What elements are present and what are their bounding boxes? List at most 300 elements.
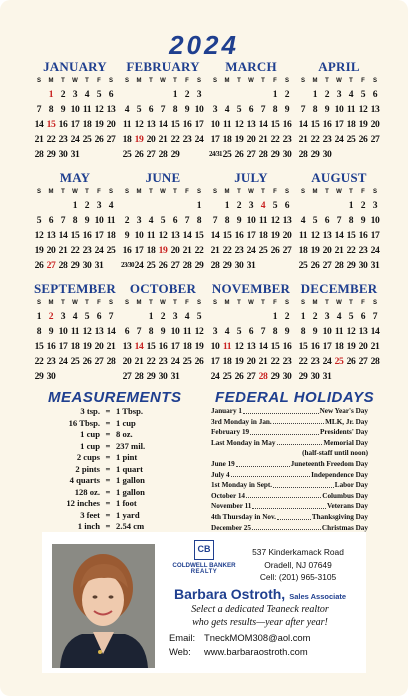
day-cell: 4 — [336, 311, 342, 322]
day-cell: 1 — [300, 311, 306, 322]
day-cell — [81, 369, 93, 384]
month-march — [209, 58, 293, 169]
holiday-row — [211, 459, 368, 470]
weekday-letter: T — [325, 300, 329, 306]
day-cell: 15 — [346, 230, 356, 241]
holiday-name: Presidents' Day — [320, 428, 368, 437]
holiday-name: Independence Day — [311, 470, 368, 479]
day-cell: 15 — [194, 230, 204, 241]
weekday-letter: F — [361, 300, 365, 306]
week-row — [121, 258, 205, 273]
day-cell: 4 — [148, 215, 154, 226]
day-cell: 20 — [106, 119, 116, 130]
day-cell: 11 — [258, 215, 268, 226]
month-name: MAY — [59, 170, 91, 185]
day-cell: 22 — [194, 245, 204, 256]
weekday-letter: M — [312, 78, 318, 84]
agent-contacts — [169, 631, 366, 659]
day-cell: 9 — [360, 215, 366, 226]
day-cell: 17 — [210, 356, 220, 367]
brokerage-sub: REALTY — [190, 569, 218, 575]
measurement-left: 128 oz. — [74, 486, 100, 497]
weekday-letter: M — [224, 189, 230, 195]
measurement-row — [38, 464, 178, 476]
week-row — [297, 132, 381, 147]
day-cell: 11 — [146, 230, 156, 241]
day-cell: 9 — [84, 215, 90, 226]
day-cell: 20 — [370, 119, 380, 130]
day-cell: 31 — [170, 371, 180, 382]
week-row — [209, 102, 293, 117]
week-row — [209, 369, 293, 384]
week-row — [33, 258, 117, 273]
day-cell: 9 — [184, 104, 190, 115]
day-cell: 28 — [34, 149, 44, 160]
week-row — [121, 87, 205, 102]
day-cell — [105, 147, 117, 162]
dot-leader — [273, 417, 324, 425]
month-october — [121, 280, 205, 391]
day-cell: 2 — [312, 311, 318, 322]
weekday-letter: S — [300, 300, 305, 306]
day-cell: 23 — [158, 356, 168, 367]
day-cell — [181, 147, 193, 162]
month-november — [209, 280, 293, 391]
day-cell: 6 — [172, 215, 178, 226]
day-cell: 3 — [136, 215, 142, 226]
holiday-name: Columbus Day — [322, 491, 368, 500]
day-cell: 15 — [146, 341, 156, 352]
day-cell — [133, 309, 145, 324]
equals-sign: = — [105, 429, 111, 439]
day-cell: 8 — [148, 326, 154, 337]
weekday-letter: S — [300, 189, 305, 195]
day-cell: 18 — [346, 119, 356, 130]
day-cell: 2 — [160, 311, 166, 322]
day-cell: 5 — [236, 104, 242, 115]
day-cell: 5 — [160, 215, 166, 226]
day-cell: 15 — [46, 119, 56, 130]
week-row — [33, 369, 117, 384]
weekday-letter: W — [248, 78, 254, 84]
day-cell: 28 — [258, 149, 268, 160]
week-row — [121, 369, 205, 384]
day-cell: 12 — [158, 230, 168, 241]
day-cell: 17 — [334, 119, 344, 130]
week-row — [33, 213, 117, 228]
day-cell: 28 — [258, 371, 268, 382]
day-cell: 18 — [222, 356, 232, 367]
weekday-letter: T — [261, 78, 265, 84]
day-cell: 25 — [298, 260, 308, 271]
day-cell: 2 — [60, 89, 66, 100]
weekday-letter: M — [136, 78, 142, 84]
month-name: APRIL — [318, 59, 360, 74]
equals-sign: = — [105, 498, 111, 508]
holiday-row — [211, 448, 368, 459]
day-cell: 18 — [334, 341, 344, 352]
day-cell: 23 — [282, 134, 292, 145]
day-cell — [309, 198, 321, 213]
holiday-row — [211, 417, 368, 428]
day-cell: 3 — [336, 89, 342, 100]
day-cell: 30 — [282, 149, 292, 160]
day-cell: 5 — [236, 326, 242, 337]
equals-sign: = — [105, 406, 111, 416]
day-cell: 21 — [158, 134, 168, 145]
weekday-header — [297, 297, 381, 309]
week-row — [297, 309, 381, 324]
weekday-header — [33, 297, 117, 309]
day-cell: 13 — [46, 230, 56, 241]
weekday-letter: W — [336, 300, 342, 306]
day-cell: 20 — [282, 230, 292, 241]
day-cell: 1 — [272, 89, 278, 100]
weekday-letter: F — [273, 189, 277, 195]
day-cell — [57, 369, 69, 384]
day-cell: 7 — [36, 104, 42, 115]
weekday-letter: S — [36, 189, 41, 195]
day-cell: 21 — [298, 134, 308, 145]
holiday-name: New Year's Day — [319, 407, 368, 415]
day-cell: 12 — [310, 230, 320, 241]
day-cell — [297, 87, 309, 102]
measurement-left: 1 cup — [80, 440, 100, 451]
weekday-letter: T — [261, 189, 265, 195]
week-row — [121, 147, 205, 162]
day-cell: 19 — [346, 341, 356, 352]
equals-sign: = — [105, 417, 111, 428]
day-cell: 30 — [158, 371, 168, 382]
day-cell: 12 — [34, 230, 44, 241]
day-cell: 21 — [258, 356, 268, 367]
day-cell: 28 — [106, 356, 116, 367]
weekday-letter: M — [136, 189, 142, 195]
day-cell: 26 — [234, 149, 244, 160]
day-cell: 12 — [134, 119, 144, 130]
day-cell: 18 — [146, 245, 156, 256]
week-row — [33, 243, 117, 258]
weekday-letter: T — [349, 78, 353, 84]
day-cell: 31 — [246, 260, 256, 271]
day-cell: 27 — [106, 134, 116, 145]
weekday-letter: F — [361, 189, 365, 195]
day-cell: 16 — [322, 119, 332, 130]
day-cell: 14 — [334, 230, 344, 241]
day-cell: 28 — [334, 260, 344, 271]
weekday-letter: M — [48, 78, 54, 84]
day-cell: 16 — [282, 119, 292, 130]
day-cell: 27 — [322, 260, 332, 271]
slogan-line-1: Select a dedicated Teaneck realtor — [191, 604, 329, 615]
weekday-letter: T — [149, 78, 153, 84]
weekday-header — [121, 297, 205, 309]
day-cell: 15 — [222, 230, 232, 241]
day-cell: 7 — [184, 215, 190, 226]
day-cell: 18 — [222, 134, 232, 145]
weekday-letter: F — [185, 189, 189, 195]
measurement-right: 2.54 cm — [116, 521, 145, 531]
day-cell: 14 — [134, 341, 144, 352]
day-cell: 24 — [370, 245, 380, 256]
day-cell: 25 — [106, 245, 116, 256]
day-cell: 2 — [48, 311, 54, 322]
measurement-left: 2 cups — [76, 452, 100, 462]
day-cell: 1 — [36, 311, 42, 322]
day-cell: 24 — [334, 134, 344, 145]
weekday-letter: S — [284, 189, 289, 195]
day-cell: 6 — [96, 311, 102, 322]
month-name: SEPTEMBER — [34, 281, 116, 296]
day-cell — [105, 369, 117, 384]
weekday-letter: S — [36, 300, 41, 306]
measurement-row — [38, 429, 178, 441]
day-cell: 12 — [346, 326, 356, 337]
weekday-letter: S — [124, 189, 129, 195]
day-cell: 20 — [146, 134, 156, 145]
day-cell: 11 — [222, 119, 232, 130]
agent-slogan — [154, 603, 366, 629]
week-row — [121, 117, 205, 132]
day-cell: 26 — [358, 134, 368, 145]
day-cell: 23 — [234, 245, 244, 256]
weekday-letter: W — [160, 78, 166, 84]
day-cell: 17 — [210, 134, 220, 145]
day-cell: 21 — [370, 341, 380, 352]
web-link[interactable]: www.barbaraostroth.com — [204, 646, 308, 657]
measurement-left: 1 inch — [77, 521, 100, 531]
day-cell: 22 — [270, 134, 280, 145]
day-cell: 29 — [298, 371, 308, 382]
day-cell: 28 — [210, 260, 220, 271]
cell-label: Cell: — [259, 572, 277, 582]
equals-sign: = — [105, 486, 111, 497]
day-cell: 25 — [346, 134, 356, 145]
day-cell: 18 — [122, 134, 132, 145]
day-cell: 9 — [284, 326, 290, 337]
day-cell: 4 — [124, 104, 130, 115]
day-cell: 14 — [258, 341, 268, 352]
weekday-letter: F — [97, 300, 101, 306]
day-cell — [81, 147, 93, 162]
weekday-letter: T — [85, 78, 89, 84]
day-cell: 31 — [370, 260, 380, 271]
slogan-line-2: who gets results—year after year! — [192, 617, 328, 628]
holiday-row — [211, 512, 368, 523]
week-row — [33, 228, 117, 243]
weekday-letter: M — [224, 300, 230, 306]
weekday-letter: T — [61, 78, 65, 84]
weekday-letter: S — [372, 189, 377, 195]
week-row — [209, 213, 293, 228]
day-cell: 2 — [324, 89, 330, 100]
measurement-left: 16 Tbsp. — [68, 417, 100, 428]
day-cell: 13 — [246, 119, 256, 130]
day-cell: 7 — [60, 215, 66, 226]
weekday-letter: T — [349, 300, 353, 306]
day-cell: 29 — [270, 149, 280, 160]
week-row — [121, 132, 205, 147]
day-cell: 9 — [324, 104, 330, 115]
month-february — [121, 58, 205, 169]
day-cell: 29 — [46, 149, 56, 160]
day-cell: 25 — [82, 134, 92, 145]
weekday-letter: F — [185, 300, 189, 306]
week-row — [297, 87, 381, 102]
day-cell: 17 — [134, 245, 144, 256]
day-cell: 12 — [234, 119, 244, 130]
holiday-name: Juneteenth Freedom Day — [290, 459, 368, 468]
day-cell: 22 — [146, 356, 156, 367]
week-row — [33, 102, 117, 117]
day-cell: 4 — [224, 326, 230, 337]
day-cell: 21 — [58, 245, 68, 256]
day-cell — [233, 87, 245, 102]
day-cell: 13 — [322, 230, 332, 241]
day-cell: 8 — [272, 104, 278, 115]
day-cell: 20 — [246, 356, 256, 367]
day-cell: 2 — [124, 215, 130, 226]
week-row — [121, 243, 205, 258]
weekday-letter: W — [72, 300, 78, 306]
weekday-letter: F — [273, 300, 277, 306]
email-link[interactable]: TneckMOM308@aol.com — [204, 632, 311, 643]
day-cell: 29 — [222, 260, 232, 271]
weekday-letter: S — [124, 300, 129, 306]
day-cell: 7 — [260, 326, 266, 337]
weekday-letter: T — [237, 189, 241, 195]
week-row — [121, 228, 205, 243]
holidays-list — [211, 406, 368, 533]
day-cell: 5 — [312, 215, 318, 226]
day-cell: 12 — [358, 104, 368, 115]
day-cell: 9 — [284, 104, 290, 115]
day-cell — [257, 87, 269, 102]
day-cell — [181, 198, 193, 213]
day-cell: 3 — [212, 104, 218, 115]
measurement-left: 2 pints — [75, 463, 100, 474]
holiday-name: Memorial Day — [323, 438, 368, 447]
dot-leader — [277, 512, 311, 520]
day-cell: 2 — [284, 89, 290, 100]
weekday-letter: F — [185, 78, 189, 84]
month-name: JANUARY — [43, 59, 107, 74]
weekday-letter: M — [312, 189, 318, 195]
day-cell: 7 — [300, 104, 306, 115]
day-cell — [221, 87, 233, 102]
day-cell — [93, 147, 105, 162]
day-cell: 17 — [246, 230, 256, 241]
day-cell: 16 — [158, 341, 168, 352]
day-cell: 26 — [134, 149, 144, 160]
day-cell: 26 — [346, 356, 356, 367]
day-cell: 30 — [282, 371, 292, 382]
holiday-date: July 4 — [211, 470, 230, 479]
day-cell: 15 — [270, 119, 280, 130]
day-cell: 23 — [310, 356, 320, 367]
day-cell: 29 — [146, 371, 156, 382]
weekday-letter: S — [212, 189, 217, 195]
day-cell: 2 — [184, 89, 190, 100]
holiday-row — [211, 438, 368, 449]
weekday-letter: M — [136, 300, 142, 306]
weekday-letter: F — [97, 189, 101, 195]
day-cell: 9 — [236, 215, 242, 226]
day-cell: 27 — [94, 356, 104, 367]
day-cell — [369, 147, 381, 162]
weekday-letter: T — [325, 78, 329, 84]
day-cell: 23/30 — [121, 261, 134, 269]
day-cell: 7 — [160, 104, 166, 115]
day-cell: 17 — [322, 341, 332, 352]
weekday-header — [33, 75, 117, 87]
weekday-letter: T — [261, 300, 265, 306]
office-address — [230, 546, 366, 584]
day-cell: 22 — [270, 356, 280, 367]
day-cell: 6 — [148, 104, 154, 115]
day-cell: 17 — [370, 230, 380, 241]
day-cell: 27 — [46, 260, 56, 271]
day-cell: 26 — [194, 356, 204, 367]
week-row — [297, 324, 381, 339]
weekday-letter: T — [85, 300, 89, 306]
holiday-row — [211, 491, 368, 502]
day-cell: 27 — [122, 371, 132, 382]
day-cell: 11 — [334, 326, 344, 337]
dot-leader — [231, 470, 311, 478]
weekday-header — [209, 75, 293, 87]
weekday-letter: M — [48, 300, 54, 306]
day-cell: 8 — [172, 104, 178, 115]
day-cell: 14 — [370, 326, 380, 337]
weekday-header — [209, 297, 293, 309]
day-cell: 28 — [158, 149, 168, 160]
day-cell: 17 — [194, 119, 204, 130]
day-cell: 24 — [210, 371, 220, 382]
day-cell: 14 — [182, 230, 192, 241]
day-cell: 19 — [134, 134, 144, 145]
cell-number[interactable]: (201) 965-3105 — [278, 572, 337, 582]
day-cell — [121, 309, 133, 324]
day-cell — [233, 309, 245, 324]
day-cell: 27 — [282, 245, 292, 256]
weekday-letter: S — [124, 78, 129, 84]
month-january — [33, 58, 117, 169]
day-cell: 4 — [260, 200, 266, 211]
weekday-letter: S — [372, 78, 377, 84]
holiday-name: Veterans Day — [326, 502, 368, 511]
day-cell: 14 — [210, 230, 220, 241]
weekday-letter: S — [36, 78, 41, 84]
holiday-date: November 11 — [211, 502, 252, 511]
week-row — [33, 87, 117, 102]
day-cell: 3 — [60, 311, 66, 322]
day-cell: 19 — [34, 245, 44, 256]
day-cell: 10 — [334, 104, 344, 115]
holiday-name: Christmas Day — [321, 523, 368, 532]
measurement-right: 1 gallon — [116, 475, 145, 485]
day-cell: 20 — [322, 245, 332, 256]
measurement-row — [38, 406, 178, 418]
week-row — [33, 339, 117, 354]
day-cell: 24 — [134, 260, 144, 271]
day-cell: 29 — [346, 260, 356, 271]
holiday-name: MLK, Jr. Day — [325, 417, 368, 426]
day-cell: 7 — [136, 326, 142, 337]
weekday-letter: T — [173, 189, 177, 195]
day-cell: 19 — [270, 230, 280, 241]
day-cell: 9 — [160, 326, 166, 337]
